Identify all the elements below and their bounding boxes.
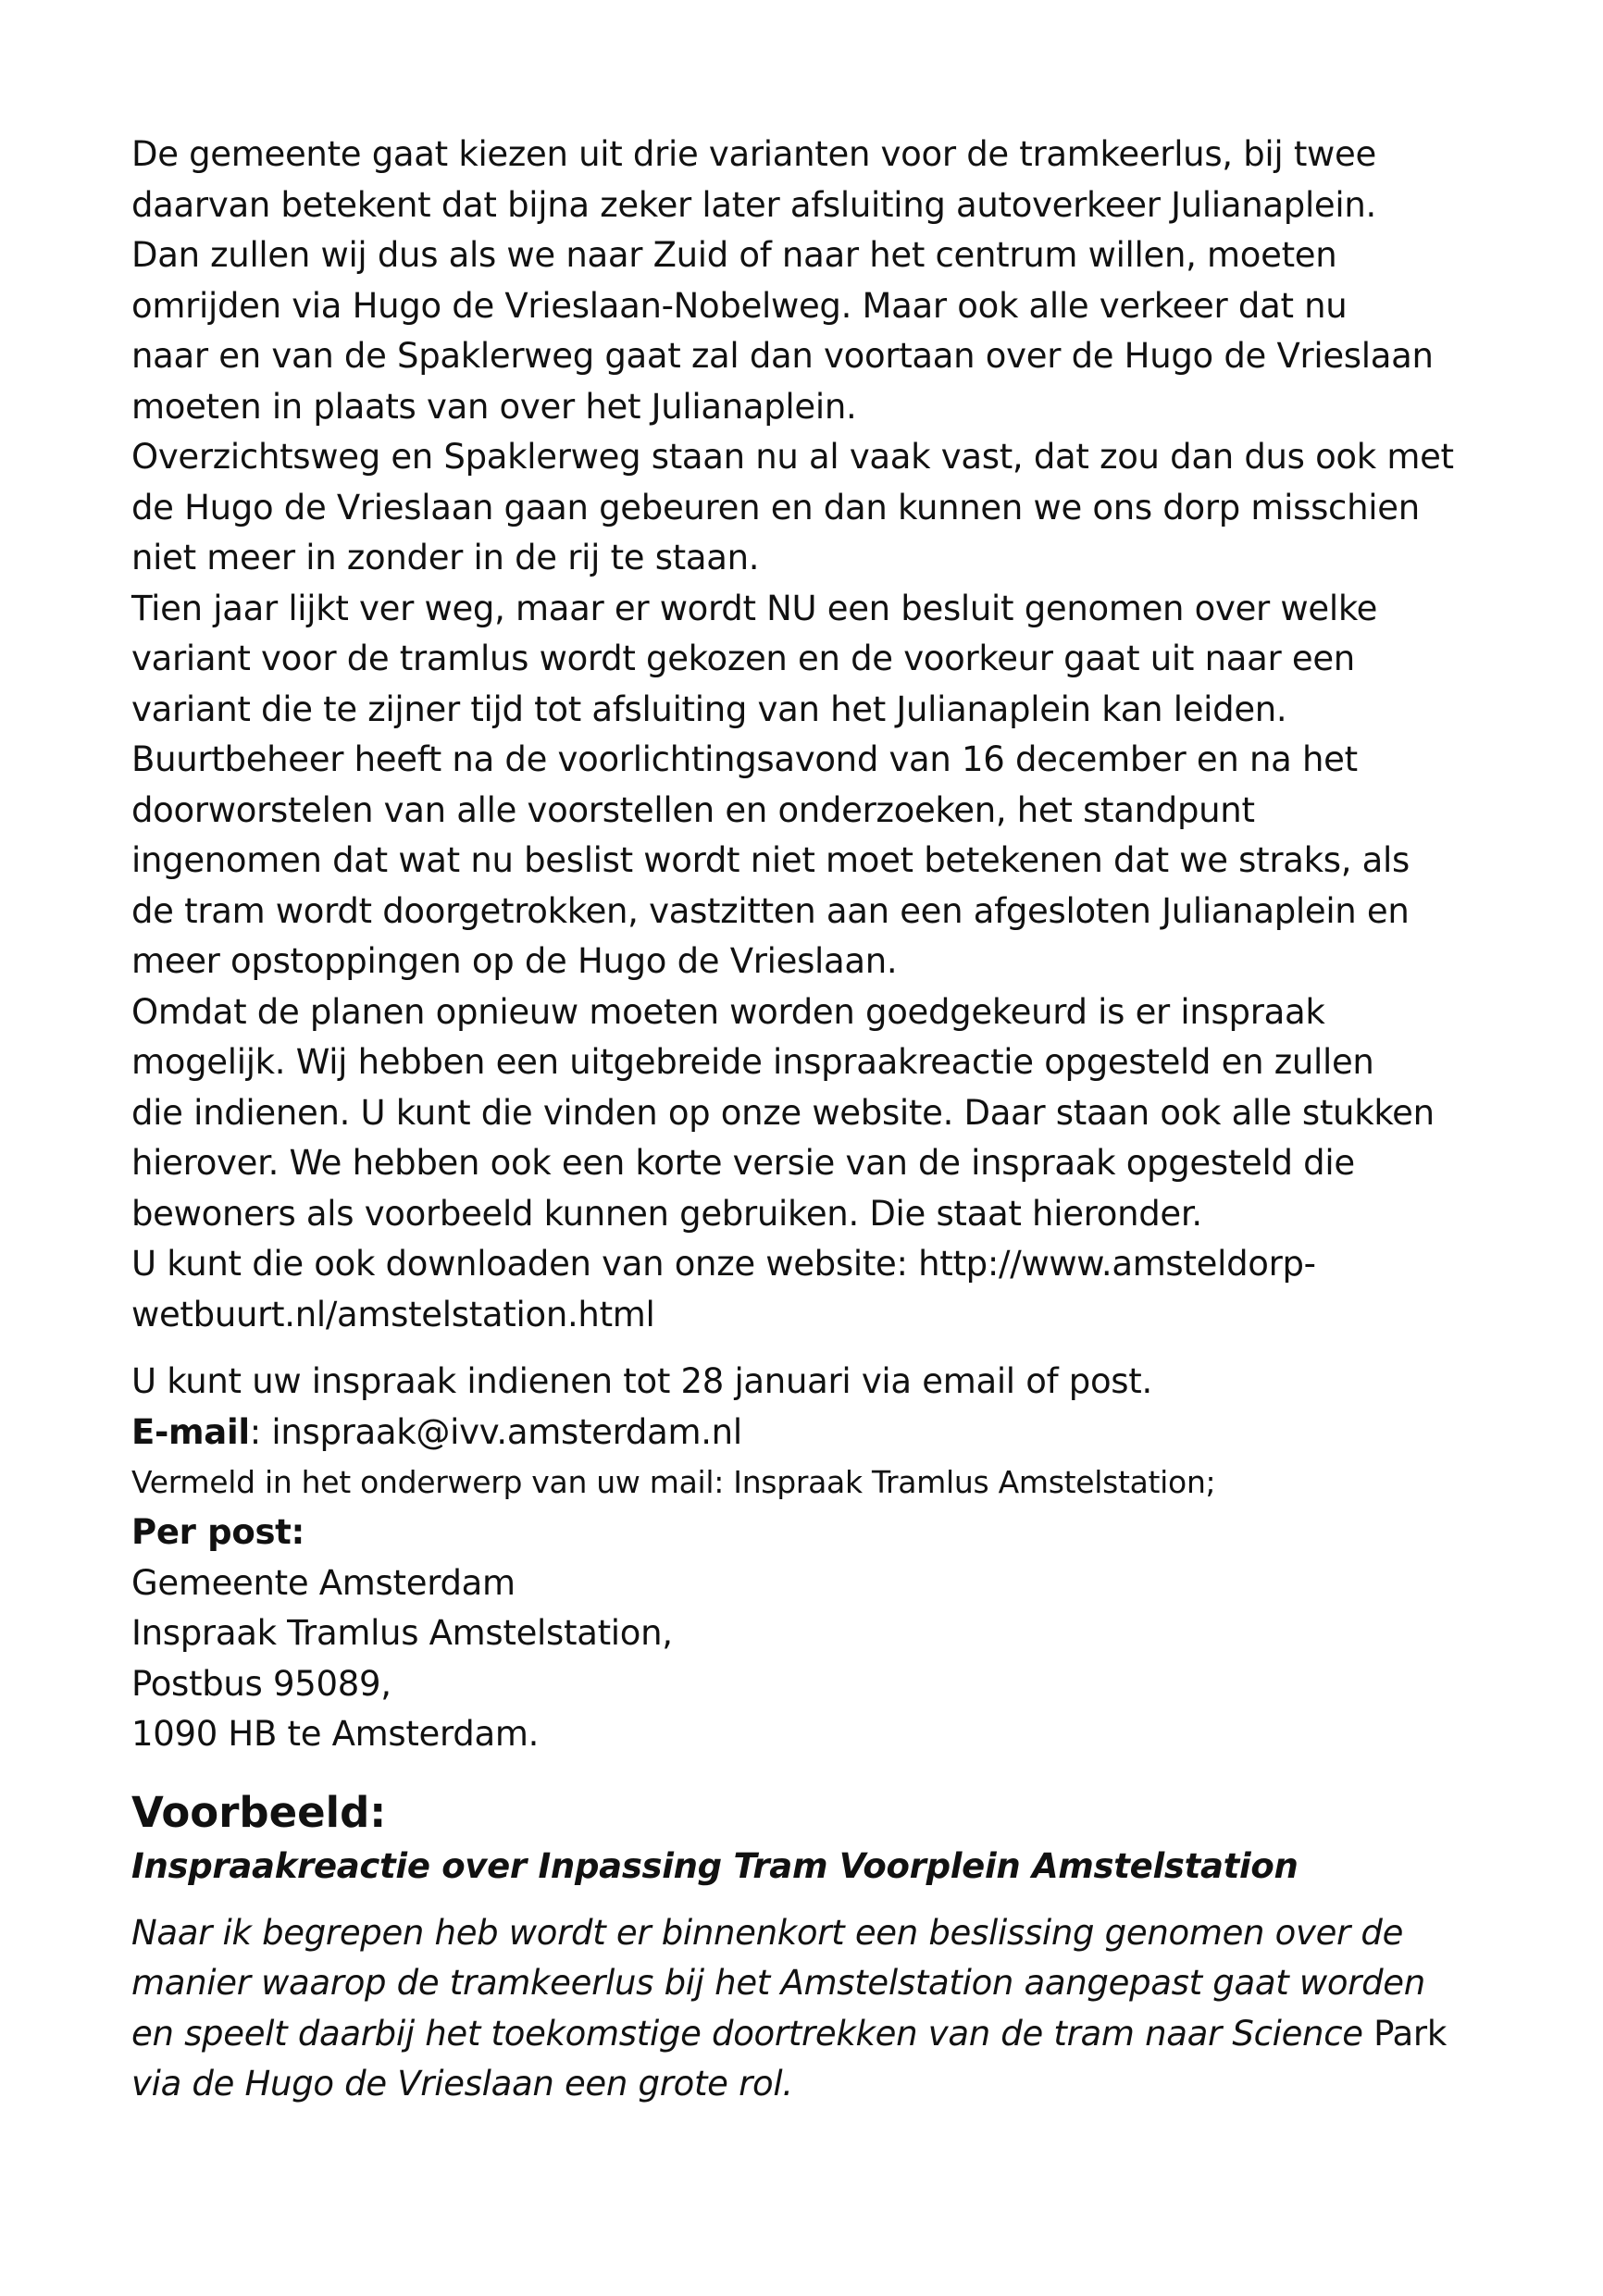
text-line: Overzichtsweg en Spaklerweg staan nu al vaak vast, dat zou dan dus ook met bbox=[131, 437, 1454, 477]
address-line: Gemeente Amsterdam bbox=[131, 1562, 516, 1603]
text-line: moeten in plaats van over het Julianaplein. bbox=[131, 386, 857, 427]
text-line: mogelijk. Wij hebben een uitgebreide inspraakreactie opgesteld en zullen bbox=[131, 1042, 1374, 1082]
text-line: Tien jaar lijkt ver weg, maar er wordt NU een besluit genomen over welke bbox=[131, 588, 1378, 628]
email-subject-note: Vermeld in het onderwerp van uw mail: Inspraak Tramlus Amstelstation; bbox=[131, 1464, 1216, 1500]
text-line: meer opstoppingen op de Hugo de Vrieslaan. bbox=[131, 941, 898, 981]
example-text-line bbox=[131, 2009, 1483, 2060]
text-line: naar en van de Spaklerweg gaat zal dan voortaan over de Hugo de Vrieslaan bbox=[131, 336, 1434, 376]
example-text-line: via de Hugo de Vrieslaan een grote rol. bbox=[131, 2064, 793, 2104]
example-upright-part: Park bbox=[1362, 2013, 1447, 2054]
text-line: Dan zullen wij dus als we naar Zuid of naar het centrum willen, moeten bbox=[131, 235, 1337, 275]
example-italic-part: en speelt daarbij het toekomstige doortrekken van de tram naar Science bbox=[131, 2013, 1363, 2054]
text-line: daarvan betekent dat bijna zeker later afsluiting autoverkeer Julianaplein. bbox=[131, 184, 1376, 225]
intro-paragraph bbox=[131, 130, 1483, 1340]
text-line: omrijden via Hugo de Vrieslaan-Nobelweg. Maar ook alle verkeer dat nu bbox=[131, 285, 1348, 326]
text-line: hierover. We hebben ook een korte versie van de inspraak opgesteld die bbox=[131, 1143, 1355, 1183]
website-line: U kunt die ook downloaden van onze website: http://www.amsteldorp- bbox=[131, 1244, 1316, 1284]
text-line: die indienen. U kunt die vinden op onze website. Daar staan ook alle stukken bbox=[131, 1092, 1435, 1133]
submission-info bbox=[131, 1357, 1483, 1760]
example-heading: Voorbeeld: bbox=[131, 1787, 387, 1837]
text-line: niet meer in zonder in de rij te staan. bbox=[131, 538, 760, 577]
deadline-text: U kunt uw inspraak indienen tot 28 januari via email of post. bbox=[131, 1361, 1152, 1401]
text-line: doorworstelen van alle voorstellen en onderzoeken, het standpunt bbox=[131, 789, 1255, 830]
address-line: Postbus 95089, bbox=[131, 1663, 391, 1704]
text-line: variant die te zijner tijd tot afsluiting van het Julianaplein kan leiden. bbox=[131, 689, 1287, 729]
address-line: 1090 HB te Amsterdam. bbox=[131, 1714, 540, 1754]
example-text-line: Naar ik begrepen heb wordt er binnenkort een beslissing genomen over de bbox=[131, 1912, 1404, 1953]
text-line: de tram wordt doorgetrokken, vastzitten aan een afgesloten Julianaplein en bbox=[131, 890, 1410, 931]
email-line bbox=[131, 1408, 1483, 1458]
text-line: ingenomen dat wat nu beslist wordt niet moet betekenen dat we straks, als bbox=[131, 840, 1410, 880]
text-line: Buurtbeheer heeft na de voorlichtingsavond van 16 december en na het bbox=[131, 739, 1358, 779]
address-line: Inspraak Tramlus Amstelstation, bbox=[131, 1613, 673, 1653]
example-text-line: manier waarop de tramkeerlus bij het Amstelstation aangepast gaat worden bbox=[131, 1963, 1425, 2003]
email-address: : inspraak@ivv.amsterdam.nl bbox=[249, 1411, 742, 1452]
text-line: De gemeente gaat kiezen uit drie varianten voor de tramkeerlus, bij twee bbox=[131, 134, 1376, 174]
example-section bbox=[131, 1784, 1483, 2110]
text-line: de Hugo de Vrieslaan gaan gebeuren en dan kunnen we ons dorp misschien bbox=[131, 487, 1420, 527]
text-line: bewoners als voorbeeld kunnen gebruiken. Die staat hieronder. bbox=[131, 1193, 1202, 1234]
post-label: Per post: bbox=[131, 1512, 305, 1552]
website-url-line: wetbuurt.nl/amstelstation.html bbox=[131, 1294, 655, 1334]
text-line: Omdat de planen opnieuw moeten worden goedgekeurd is er inspraak bbox=[131, 991, 1325, 1032]
email-label: E-mail bbox=[131, 1411, 250, 1452]
text-line: variant voor de tramlus wordt gekozen en de voorkeur gaat uit naar een bbox=[131, 639, 1355, 678]
document-page bbox=[131, 130, 1483, 2110]
example-subheading: Inspraakreactie over Inpassing Tram Voorplein Amstelstation bbox=[131, 1845, 1299, 1886]
